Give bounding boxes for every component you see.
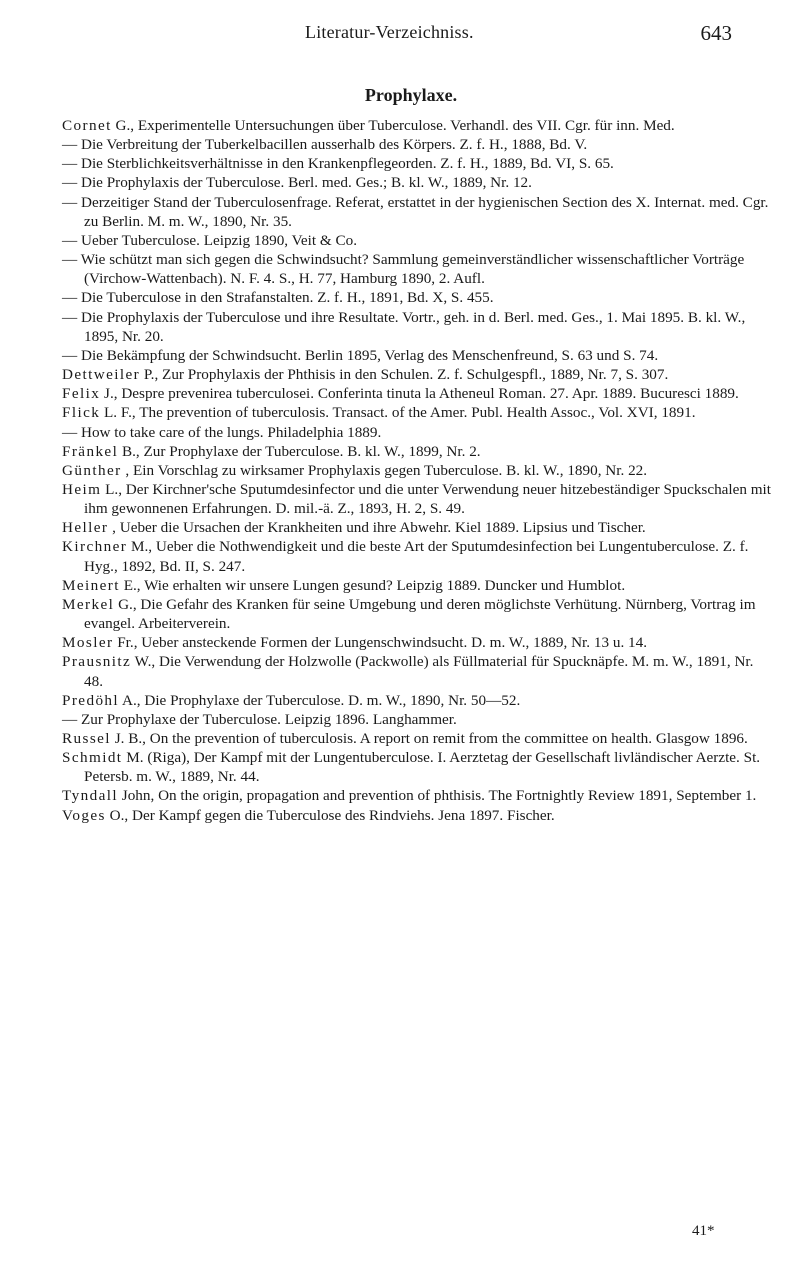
bibliography-entry — [62, 633, 772, 652]
entry-text: B., Zur Prophylaxe der Tuberculose. B. kl. W., 1899, Nr. 2. — [122, 442, 481, 460]
entry-text: Die Tuberculose in den Strafanstalten. Z. f. H., 1891, Bd. X, S. 455. — [80, 289, 494, 307]
bibliography-entry — [62, 231, 772, 250]
entry-text: Ueber Tuberculose. Leipzig 1890, Veit & Co. — [80, 231, 357, 249]
entry-author: — — [62, 423, 78, 441]
bibliography-entry — [62, 250, 772, 288]
bibliography-list — [62, 116, 772, 825]
bibliography-entry — [62, 154, 772, 173]
entry-text: J. B., On the prevention of tuberculosis. A report on remit from the committee on health. Glasgow 1896. — [114, 730, 748, 747]
entry-author: — — [62, 289, 78, 307]
entry-text: Derzeitiger Stand der Tuberculosenfrage. Referat, erstattet in der hygienischen Section des X. Internat. med. Cgr. zu Berlin. M. m. W., 1890, Nr. 35. — [80, 193, 769, 230]
entry-text: Die Prophylaxis der Tuberculose. Berl. med. Ges.; B. kl. W., 1889, Nr. 12. — [80, 174, 532, 192]
bibliography-entry — [62, 135, 772, 154]
bibliography-entry — [62, 806, 772, 825]
entry-text: Fr., Ueber ansteckende Formen der Lungenschwindsucht. D. m. W., 1889, Nr. 13 u. 14. — [117, 634, 648, 652]
bibliography-entry — [62, 346, 772, 365]
entry-author: Kirchner — [62, 538, 128, 556]
entry-author: — — [62, 710, 78, 728]
page-header — [0, 22, 800, 48]
entry-text: G., Die Gefahr des Kranken für seine Umgebung und deren möglichste Verhütung. Nürnberg, Vortrag im evangel. Arbeiterverein. — [84, 595, 756, 633]
entry-author: Fränkel — [62, 442, 119, 460]
bibliography-entry — [62, 116, 772, 135]
bibliography-entry — [62, 480, 772, 518]
bibliography-entry — [62, 786, 772, 805]
entry-text: L. F., The prevention of tuberculosis. Transact. of the Amer. Publ. Health Assoc., Vol. XVI, 1891. — [104, 404, 696, 422]
bibliography-entry — [62, 384, 772, 403]
entry-text: E., Wie erhalten wir unsere Lungen gesund? Leipzig 1889. Duncker und Humblot. — [123, 576, 626, 594]
bibliography-entry — [62, 193, 772, 231]
bibliography-entry — [62, 308, 772, 346]
entry-text: How to take care of the lungs. Philadelphia 1889. — [80, 423, 382, 441]
entry-text: L., Der Kirchner'sche Sputumdesinfector und die unter Verwendung neuer hitzebeständiger Spuckschalen mit ihm gewonnenen Erfahrungen. D. mil.-ä. Z., 1893, H. 2, S. 49. — [84, 480, 772, 518]
bibliography-entry — [62, 748, 772, 786]
entry-text: A., Die Prophylaxe der Tuberculose. D. m. W., 1890, Nr. 50—52. — [122, 691, 521, 709]
section-title: Prophylaxe. — [364, 85, 458, 105]
entry-author: Predöhl — [62, 691, 120, 709]
bibliography-entry — [62, 710, 772, 729]
entry-author: Prausnitz — [62, 653, 132, 671]
bibliography-entry — [62, 461, 772, 480]
bibliography-entry — [62, 173, 772, 192]
entry-text: Zur Prophylaxe der Tuberculose. Leipzig 1896. Langhammer. — [80, 710, 457, 728]
entry-text: J., Despre prevenirea tuberculosei. Conferinta tinuta la Atheneul Roman. 27. Apr. 1889. Bucuresci 1889. — [104, 385, 739, 403]
entry-author: Heller — [62, 519, 109, 537]
bibliography-entry — [62, 576, 772, 595]
running-title: Literatur-Verzeichniss. — [305, 22, 474, 42]
bibliography-entry — [62, 442, 772, 461]
entry-text: Wie schützt man sich gegen die Schwindsucht? Sammlung gemeinverständlicher wissenschaftlicher Vorträge (Virchow-Wattenbach). N. F. 4. S., H. 77, Hamburg 1890, 2. Aufl. — [80, 251, 745, 288]
entry-author: Merkel — [62, 595, 115, 613]
bibliography-entry — [62, 288, 772, 307]
entry-author: — — [62, 251, 78, 269]
entry-text: O., Der Kampf gegen die Tuberculose des Rindviehs. Jena 1897. Fischer. — [109, 806, 555, 824]
entry-text: , Ein Vorschlag zu wirksamer Prophylaxis gegen Tuberculose. B. kl. W., 1890, Nr. 22. — [125, 461, 648, 479]
entry-text: Die Sterblichkeitsverhältnisse in den Krankenpflegeorden. Z. f. H., 1889, Bd. VI, S. 65. — [80, 155, 614, 173]
entry-author: Voges — [62, 806, 106, 824]
entry-text: G., Experimentelle Untersuchungen über Tuberculose. Verhandl. des VII. Cgr. für inn. Med. — [115, 117, 675, 134]
entry-author: — — [62, 193, 78, 211]
bibliography-entry — [62, 403, 772, 422]
entry-text: M., Ueber die Nothwendigkeit und die beste Art der Sputumdesinfection bei Lungentuberculose. Z. f. Hyg., 1892, Bd. II, S. 247. — [84, 538, 749, 575]
entry-text: P., Zur Prophylaxis der Phthisis in den Schulen. Z. f. Schulgespfl., 1889, Nr. 7, S. 307. — [143, 366, 669, 384]
bibliography-entry — [62, 652, 772, 690]
entry-author: — — [62, 346, 78, 364]
bibliography-entry — [62, 729, 772, 748]
printer-signature: 41* — [692, 1223, 715, 1239]
bibliography-entry — [62, 595, 772, 633]
entry-author: — — [62, 136, 78, 154]
entry-author: Felix — [62, 385, 101, 403]
entry-author: Flick — [62, 404, 101, 422]
entry-author: Meinert — [62, 576, 120, 594]
entry-author: — — [62, 155, 78, 173]
bibliography-entry — [62, 423, 772, 442]
bibliography-entry — [62, 691, 772, 710]
entry-text: Die Bekämpfung der Schwindsucht. Berlin 1895, Verlag des Menschenfreund, S. 63 und S. 74. — [80, 346, 659, 364]
entry-author: Dettweiler — [62, 366, 141, 384]
entry-author: — — [62, 174, 78, 192]
entry-author: Tyndall — [62, 787, 118, 805]
bibliography-entry — [62, 365, 772, 384]
page-number: 643 — [700, 21, 732, 45]
entry-text: John, On the origin, propagation and prevention of phthisis. The Fortnightly Review 1891, September 1. — [121, 787, 757, 805]
entry-author: Schmidt — [62, 749, 123, 767]
entry-author: — — [62, 308, 78, 326]
bibliography-entry — [62, 537, 772, 575]
bibliography-entry — [62, 518, 772, 537]
entry-text: , Ueber die Ursachen der Krankheiten und ihre Abwehr. Kiel 1889. Lipsius und Tischer. — [112, 519, 646, 537]
entry-text: M. (Riga), Der Kampf mit der Lungentuberculose. I. Aerztetag der Gesellschaft livländischer Aerzte. St. Petersb. m. W., 1889, Nr. 44. — [84, 749, 761, 786]
entry-text: Die Prophylaxis der Tuberculose und ihre Resultate. Vortr., geh. in d. Berl. med. Ges., 1. Mai 1895. B. kl. W., 1895, Nr. 20. — [80, 308, 746, 345]
entry-author: Heim — [62, 480, 102, 498]
entry-author: — — [62, 231, 78, 249]
entry-author: Günther — [62, 461, 122, 479]
entry-text: W., Die Verwendung der Holzwolle (Packwolle) als Füllmaterial für Spucknäpfe. M. m. W., 1891, Nr. 48. — [84, 653, 754, 690]
entry-author: Mosler — [62, 634, 114, 652]
entry-text: Die Verbreitung der Tuberkelbacillen ausserhalb des Körpers. Z. f. H., 1888, Bd. V. — [80, 136, 588, 154]
entry-author: Russel — [62, 730, 111, 747]
entry-author: Cornet — [62, 117, 112, 134]
